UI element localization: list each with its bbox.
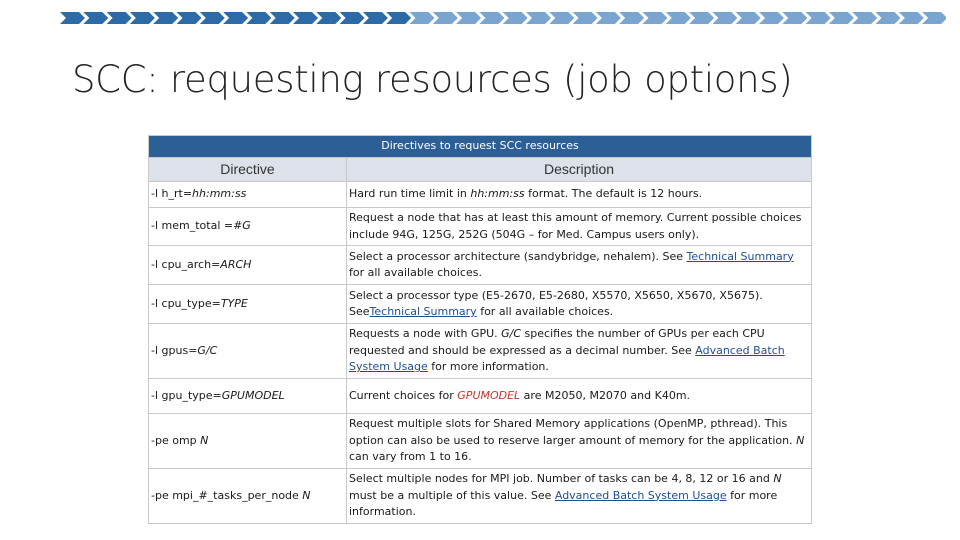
chevron-shape	[246, 12, 271, 24]
chevron-shape	[270, 12, 295, 24]
description-cell: Request multiple slots for Shared Memory applications (OpenMP, pthread). This option can also be used to reserve larger amount of memory for the application. N can vary from 1 to 16.	[347, 414, 812, 469]
chevron-shape	[736, 12, 761, 24]
chevron-shape	[899, 12, 924, 24]
chevron-shape	[386, 12, 411, 24]
resources-table	[148, 135, 812, 524]
table-row	[149, 246, 812, 285]
chevron-shape	[130, 12, 155, 24]
table-caption: Directives to request SCC resources	[149, 136, 812, 158]
chevron-shape	[829, 12, 854, 24]
directive-cell: -l cpu_arch=ARCH	[149, 246, 347, 285]
chevron-shape	[456, 12, 481, 24]
chevron-shape	[433, 12, 458, 24]
technical-summary-link[interactable]: Technical Summary	[369, 305, 477, 318]
description-cell: Current choices for GPUMODEL are M2050, M2070 and K40m.	[347, 379, 812, 414]
chevron-shape	[712, 12, 737, 24]
table-row	[149, 208, 812, 246]
table-row	[149, 324, 812, 379]
chevron-shape	[363, 12, 388, 24]
table-row	[149, 379, 812, 414]
chevron-shape	[596, 12, 621, 24]
chevron-shape	[340, 12, 365, 24]
chevron-shape	[806, 12, 831, 24]
directive-cell: -l gpus=G/C	[149, 324, 347, 379]
chevron-shape	[876, 12, 901, 24]
directive-cell: -pe mpi_#_tasks_per_node N	[149, 469, 347, 524]
chevron-shape	[83, 12, 108, 24]
chevron-shape	[689, 12, 714, 24]
description-cell: Requests a node with GPU. G/C specifies the number of GPUs per each CPU requested and should be expressed as a decimal number. See Advanced Batch System Usage for more information.	[347, 324, 812, 379]
header-chevron-band	[60, 12, 946, 24]
description-cell: Select a processor type (E5-2670, E5-2680, X5570, X5650, X5670, X5675). SeeTechnical Summary for all available choices.	[347, 285, 812, 324]
advanced-batch-usage-link[interactable]: Advanced Batch System Usage	[554, 488, 727, 502]
table-row	[149, 182, 812, 208]
chevron-shape	[782, 12, 807, 24]
chevron-shape	[852, 12, 877, 24]
technical-summary-link[interactable]: Technical Summary	[686, 249, 794, 263]
chevron-shape	[223, 12, 248, 24]
chevron-shape	[666, 12, 691, 24]
chevron-shape	[153, 12, 178, 24]
directive-cell: -l mem_total =#G	[149, 208, 347, 246]
directive-cell: -pe omp N	[149, 414, 347, 469]
table-row	[149, 285, 812, 324]
directive-cell: -l h_rt=hh:mm:ss	[149, 182, 347, 208]
advanced-batch-usage-link[interactable]: Advanced Batch System Usage	[349, 343, 785, 374]
chevron-shape	[503, 12, 528, 24]
column-header-directive: Directive	[149, 158, 347, 182]
chevron-shape	[573, 12, 598, 24]
slide-title: SCC: requesting resources (job options)	[72, 58, 793, 101]
chevron-shape	[549, 12, 574, 24]
chevron-shape	[643, 12, 668, 24]
table-row	[149, 469, 812, 524]
chevron-shape	[316, 12, 341, 24]
chevron-shape	[200, 12, 225, 24]
description-cell: Hard run time limit in hh:mm:ss format. The default is 12 hours.	[347, 182, 812, 208]
chevron-shape	[922, 12, 946, 24]
directive-cell: -l cpu_type=TYPE	[149, 285, 347, 324]
chevron-shape	[293, 12, 318, 24]
chevron-shape	[759, 12, 784, 24]
chevron-shape	[107, 12, 132, 24]
chevron-shape	[60, 12, 85, 24]
chevron-shape	[410, 12, 435, 24]
description-cell: Select multiple nodes for MPI job. Number of tasks can be 4, 8, 12 or 16 and N must be a multiple of this value. See Advanced Batch System Usage for more information.	[347, 469, 812, 524]
chevron-shape	[526, 12, 551, 24]
directive-cell: -l gpu_type=GPUMODEL	[149, 379, 347, 414]
chevron-shape	[619, 12, 644, 24]
description-cell: Request a node that has at least this amount of memory. Current possible choices include 94G, 125G, 252G (504G – for Med. Campus users only).	[347, 208, 812, 246]
chevron-shape	[177, 12, 202, 24]
description-cell: Select a processor architecture (sandybridge, nehalem). See Technical Summary for all available choices.	[347, 246, 812, 285]
column-header-description: Description	[347, 158, 812, 182]
chevron-shape	[479, 12, 504, 24]
table-row	[149, 414, 812, 469]
